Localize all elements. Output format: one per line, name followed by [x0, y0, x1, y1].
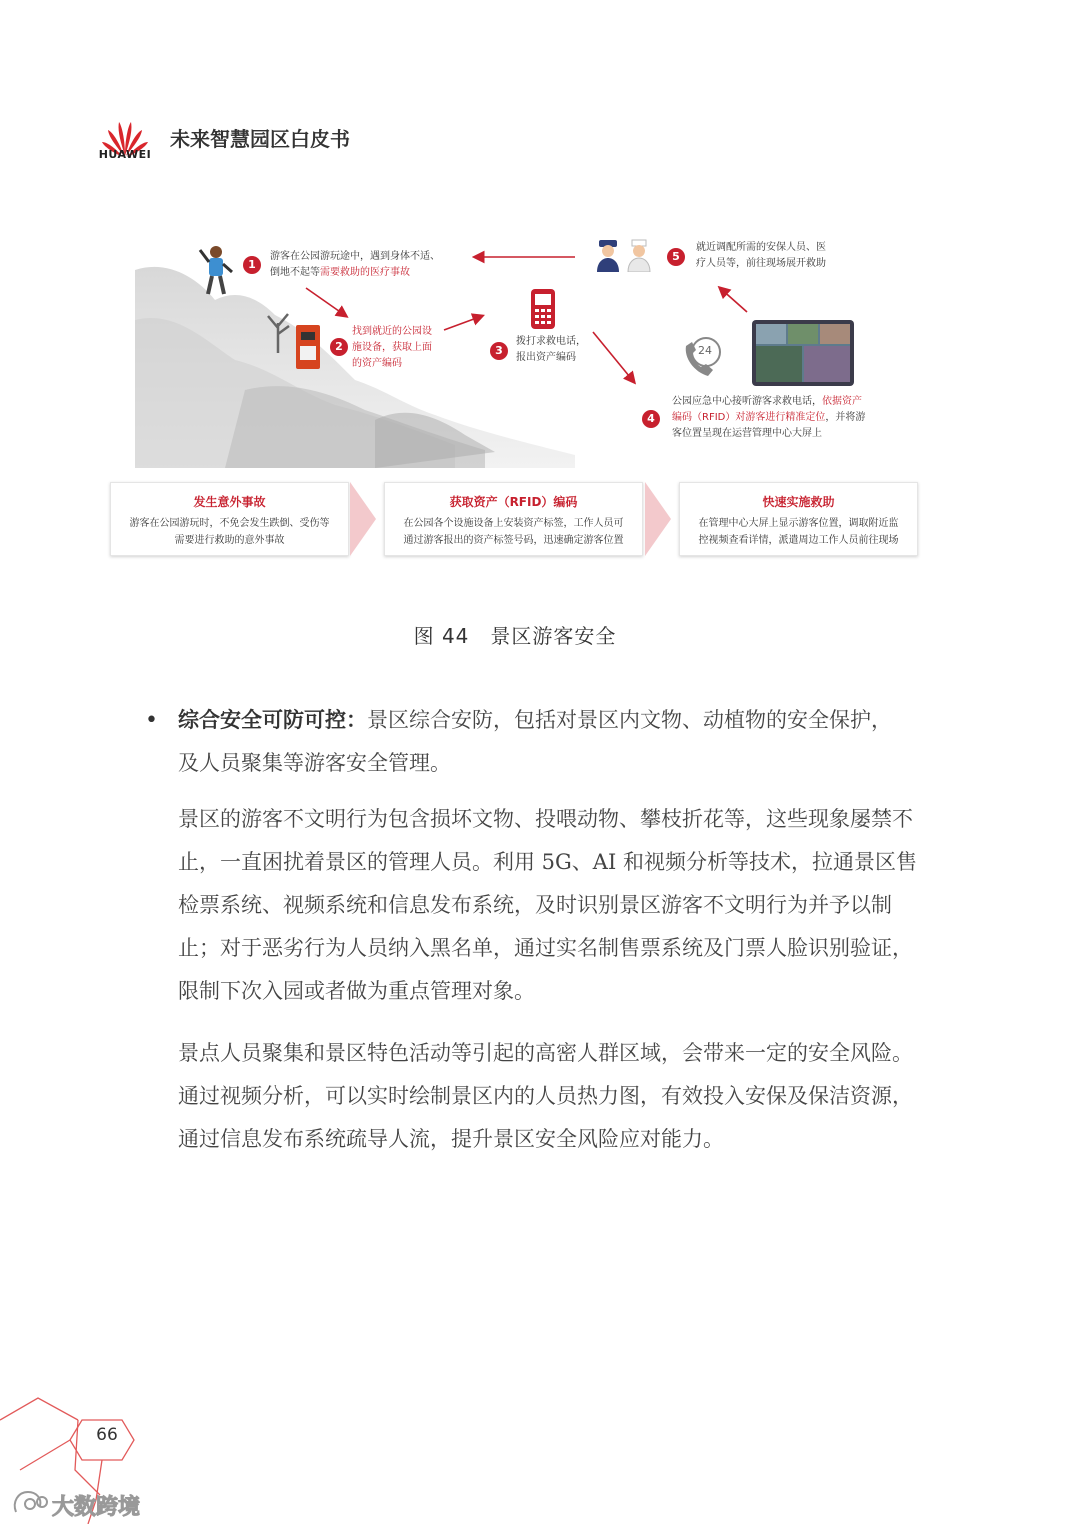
step-5-text: 就近调配所需的安保人员、医 疗人员等，前往现场展开救助	[696, 242, 826, 269]
stage-description: 在管理中心大屏上显示游客位置，调取附近监 控视频查看详情，派遣周边工作人员前往现场	[698, 518, 899, 546]
bullet-icon: •	[145, 708, 158, 733]
chevron-right-icon	[645, 482, 671, 556]
stage-description: 在公园各个设施设备上安装资产标签，工作人员可 通过游客报出的资产标签号码，迅速确定游客位置	[403, 518, 624, 546]
bullet-title: 综合安全可防可控：	[178, 707, 367, 732]
paragraph-1: 景区的游客不文明行为包含损坏文物、投喂动物、攀枝折花等，这些现象屡禁不止，一直困扰着景区的管理人员。利用 5G、AI 和视频分析等技术，拉通景区售检票系统、视频系统和信息发布系统，及时识别景区游客不文明行为并予以制止；对于恶劣行为人员纳入黑名单，通过实名制售票系统及门票人脸识别验证，限制下次入园或者做为重点管理对象。	[178, 807, 917, 1003]
figure-caption: 图 44 景区游客安全	[413, 624, 617, 648]
step-1-badge: 1	[243, 256, 261, 274]
page-number: 66	[96, 1425, 118, 1445]
step-3-badge: 3	[490, 342, 508, 360]
phone-24-label: 24	[698, 344, 712, 357]
stage-title: 发生意外事故	[193, 495, 266, 509]
paragraph-2: 景点人员聚集和景区特色活动等引起的高密人群区域，会带来一定的安全风险。通过视频分析，可以实时绘制景区内的人员热力图，有效投入安保及保洁资源，通过信息发布系统疏导人流，提升景区安全风险应对能力。	[178, 1041, 913, 1151]
figure-tourist-safety	[100, 220, 930, 565]
stage-title: 获取资产（RFID）编码	[449, 495, 578, 509]
huawei-wordmark: HUAWEI	[98, 148, 152, 161]
step-4-text: 公园应急中心接听游客求救电话，依据资产 编码（RFID）对游客进行精准定位，并将游 客位置呈现在运营管理中心大屏上	[672, 396, 866, 439]
stage-title: 快速实施救助	[762, 495, 835, 509]
step-2-text: 找到就近的公园设 施设备，获取上面 的资产编码	[352, 326, 432, 369]
step-2-badge: 2	[330, 338, 348, 356]
stage-box-rfid	[384, 482, 643, 556]
document-title: 未来智慧园区白皮书	[170, 127, 350, 151]
watermark-logo-icon	[10, 1488, 50, 1518]
step-4-badge: 4	[642, 410, 660, 428]
step-3-text: 拨打求救电话， 报出资产编码	[516, 336, 586, 363]
stage-description: 游客在公园游玩时，不免会发生跌倒、受伤等 需要进行救助的意外事故	[129, 518, 330, 546]
watermark-text: 大数跨境	[52, 1495, 141, 1520]
step-1-text: 游客在公园游玩途中，遇到身体不适、 倒地不起等需要救助的医疗事故	[270, 251, 440, 278]
step-5-badge: 5	[667, 248, 685, 266]
stage-box-accident	[110, 482, 349, 556]
chevron-right-icon	[350, 482, 376, 556]
bullet-paragraph: 综合安全可防可控：景区综合安防，包括对景区内文物、动植物的安全保护， 及人员聚集等游客安全管理。	[178, 707, 892, 775]
stage-box-rescue	[679, 482, 918, 556]
